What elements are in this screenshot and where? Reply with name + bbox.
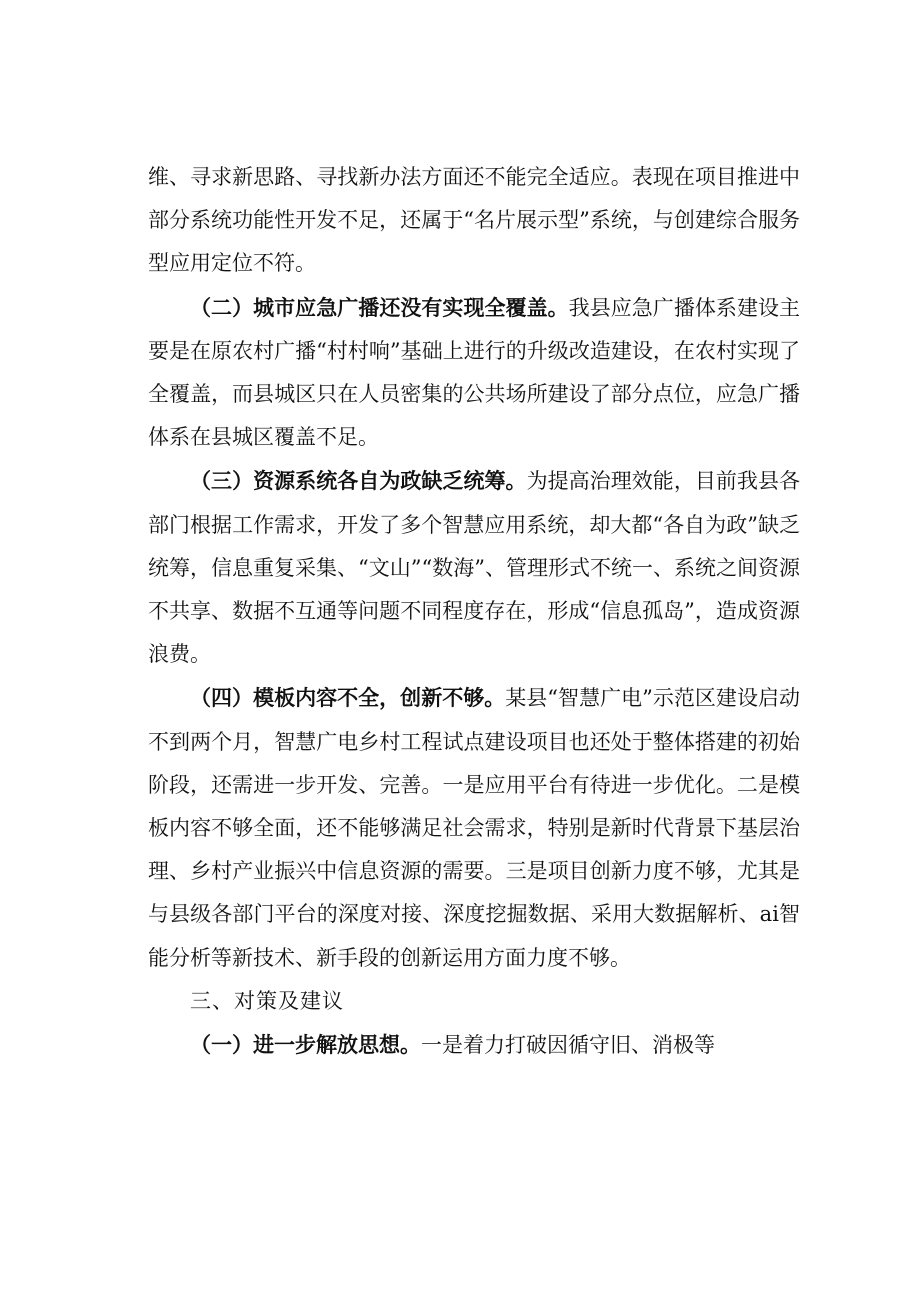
paragraph-heading: （一）进一步解放思想。 [190,1032,421,1058]
paragraph-heading: （三）资源系统各自为政缺乏统筹。 [190,468,527,494]
paragraph-text: 我县应急广播体系建设主要是在原农村广播“村村响”基础上进行的升级改造建设，在农村实现了全覆盖，而县城区只在人员密集的公共场所建设了部分点位，应急广播体系在县城区覆盖不足。 [148,295,801,450]
paragraph-emergency-broadcast [148,286,800,460]
paragraph-text: 维、寻求新思路、寻找新办法方面还不能完全适应。表现在项目推进中部分系统功能性开发不足，还属于“名片展示型”系统，与创建综合服务型应用定位不符。 [148,165,800,276]
paragraph-heading: （四）模板内容不全，创新不够。 [190,685,506,711]
section-heading: 三、对策及建议 [190,988,344,1013]
paragraph-template-content [148,676,800,979]
paragraph-text: 为提高治理效能，目前我县各部门根据工作需求，开发了多个智慧应用系统，却大都“各自为政”缺乏统筹，信息重复采集、“文山”“数海”、管理形式不统一、系统之间资源不共享、数据不互通等问题不同程度存在，形成“信息孤岛”，造成资源浪费。 [148,469,801,667]
paragraph-heading: （二）城市应急广播还没有实现全覆盖。 [190,294,569,320]
paragraph-text: 一是着力打破因循守旧、消极等 [421,1033,715,1058]
paragraph-resource-systems [148,459,800,676]
paragraph-continuation [148,156,800,286]
document-body [148,156,800,1067]
paragraph-text: 某县“智慧广电”示范区建设启动不到两个月，智慧广电乡村工程试点建设项目也还处于整体搭建的初始阶段，还需进一步开发、完善。一是应用平台有待进一步优化。二是模板内容不够全面，还不能够满足社会需求，特别是新时代背景下基层治理、乡村产业振兴中信息资源的需要。三是项目创新力度不够，尤其是与县级各部门平台的深度对接、深度挖掘数据、采用大数据解析、ai智能分析等新技术、新手段的创新运用方面力度不够。 [148,686,800,970]
paragraph-liberate-thinking [148,1023,800,1067]
